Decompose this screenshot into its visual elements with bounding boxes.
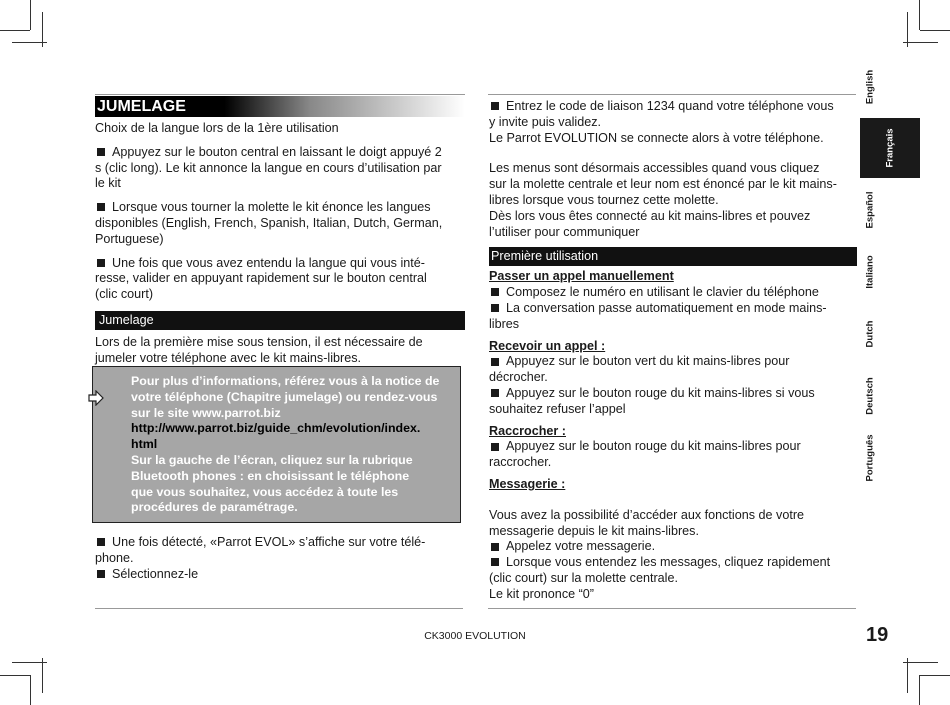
info-note-box (92, 366, 461, 523)
subhead-manual-call: Passer un appel manuellement (489, 269, 674, 284)
crop-mark (0, 30, 30, 31)
connect-text: Le Parrot EVOLUTION se connecte alors à votre téléphone. (489, 130, 824, 145)
language-tab-espanol[interactable]: Español (864, 191, 876, 229)
footer-rule-right (488, 608, 856, 609)
subhead-hangup: Raccrocher : (489, 423, 566, 438)
menus-text: Les menus sont désormais accessibles quand vous cliquez sur la molette centrale et leur nom est énoncé par le kit mains- libres lorsque vous tournez cette molette. Dès lors vous êtes connecté au kit mains-libres et pouvez l’utiliser pour communiquer (489, 161, 837, 239)
bullet-paragraph-3: Une fois que vous avez entendu la langue qui vous inté- resse, valider en appuyant rapidement sur le bouton central (clic court) (95, 255, 427, 302)
bullet-detected: Une fois détecté, «Parrot EVOL» s’affiche sur votre télé- phone. (95, 535, 426, 565)
bullet-icon (97, 203, 105, 211)
right-column (489, 99, 857, 603)
crop-mark (919, 0, 920, 30)
code-text: Entrez le code de liaison 1234 quand votre téléphone vous y invite puis validez. (489, 99, 834, 129)
bullet-icon (491, 304, 499, 312)
crop-mark (30, 675, 31, 705)
language-tab-deutsch[interactable]: Deutsch (864, 377, 876, 415)
section-text: Lors de la première mise sous tension, il est nécessaire de jumeler votre téléphone avec le kit mains-libres. (95, 334, 423, 365)
language-tab-english[interactable]: English (864, 69, 876, 105)
language-tab-francais[interactable]: Français (860, 118, 920, 178)
crop-mark (30, 0, 31, 30)
voicemail-item: Appelez votre messagerie. (489, 539, 857, 555)
crop-mark (920, 30, 950, 31)
bullet-icon (491, 543, 499, 551)
bullet-icon (491, 443, 499, 451)
language-tab-dutch[interactable]: Dutch (864, 320, 876, 348)
bullet-icon (97, 259, 105, 267)
top-rule-left (95, 94, 465, 95)
subhead-voicemail: Messagerie : (489, 476, 566, 491)
crop-mark (903, 42, 938, 43)
crop-mark (0, 675, 30, 676)
left-column-after (95, 535, 465, 582)
language-tab-portugues[interactable]: Português (864, 434, 876, 482)
voicemail-end: Le kit prononce “0” (489, 586, 595, 601)
crop-mark (919, 675, 920, 705)
bullet-icon (491, 558, 499, 566)
crop-mark (12, 662, 47, 663)
section-header-premiere-utilisation: Première utilisation (489, 247, 857, 266)
bullet-icon (491, 389, 499, 397)
call-item: Composez le numéro en utilisant le clavier du téléphone (489, 285, 857, 301)
crop-mark (903, 662, 938, 663)
bullet-paragraph-1: Appuyez sur le bouton central en laissant le doigt appuyé 2 s (clic long). Le kit annonce la langue en cours d’utilisation par le kit (95, 144, 442, 191)
call-item: La conversation passe automatiquement en mode mains- libres (489, 300, 827, 331)
voicemail-intro: Vous avez la possibilité d’accéder aux fonctions de votre messagerie depuis le kit mains-libres. (489, 507, 805, 538)
receive-item: Appuyez sur le bouton rouge du kit mains-libres si vous souhaitez refuser l’appel (489, 385, 815, 416)
left-column (95, 96, 465, 367)
right-arrow-icon (88, 390, 104, 406)
bullet-paragraph-2: Lorsque vous tourner la molette le kit énonce les langues disponibles (English, French, Spanish, Italian, Dutch, German, Portuguese) (95, 200, 443, 246)
bullet-icon (97, 538, 105, 546)
info-note-text: Pour plus d’informations, référez vous à la notice de votre téléphone (Chapitre jumelage) ou rendez-vous sur le site www.parrot.biz http://www.parrot.biz/guide_chm/evolution/index. html Sur la gauche de l’écran, cliquez sur la rubrique Bluetooth phones : en choisissant le téléphone que vous souhaitez, vous accédez à toute les procédures de paramétrage. (131, 374, 440, 515)
voicemail-item: Lorsque vous entendez les messages, cliquez rapidement (clic court) sur la molette centrale. (489, 555, 831, 585)
crop-mark (920, 675, 950, 676)
intro-text: Choix de la langue lors de la 1ère utilisation (95, 121, 339, 135)
page-title: JUMELAGE (95, 96, 465, 117)
page-number: 19 (866, 624, 889, 646)
language-tab-italiano[interactable]: Italiano (864, 255, 876, 289)
guide-url-link[interactable]: http://www.parrot.biz/guide_chm/evolution/index. html (131, 421, 421, 452)
top-rule-right (488, 94, 856, 95)
footer-model: CK3000 EVOLUTION (424, 630, 526, 642)
footer-rule-left (95, 608, 463, 609)
crop-mark (12, 42, 47, 43)
bullet-icon (491, 288, 499, 296)
hangup-item: Appuyez sur le bouton rouge du kit mains-libres pour raccrocher. (489, 439, 801, 470)
bullet-icon (97, 148, 105, 156)
bullet-icon (97, 570, 105, 578)
receive-item: Appuyez sur le bouton vert du kit mains-libres pour décrocher. (489, 354, 790, 385)
bullet-icon (491, 358, 499, 366)
bullet-icon (491, 102, 499, 110)
bullet-select: Sélectionnez-le (95, 567, 465, 583)
subhead-receive-call: Recevoir un appel : (489, 338, 606, 353)
section-header-jumelage: Jumelage (95, 311, 465, 330)
crop-mark (907, 658, 908, 693)
crop-mark (42, 658, 43, 693)
